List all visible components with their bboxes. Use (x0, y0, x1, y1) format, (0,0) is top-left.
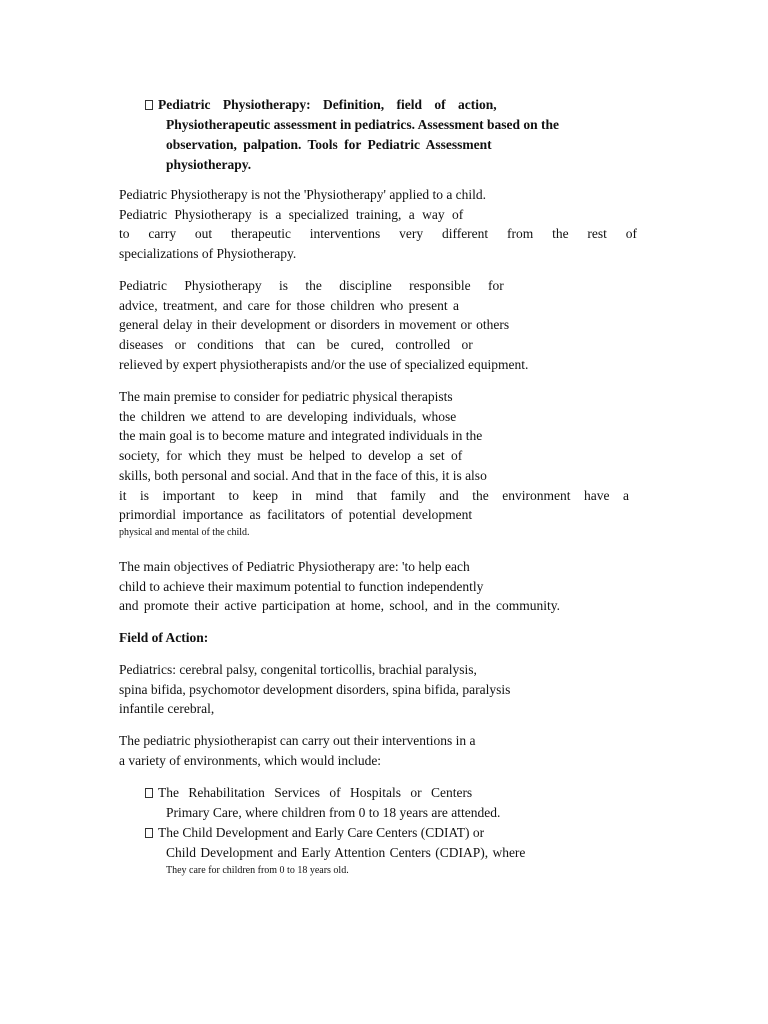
paragraph-premise (119, 387, 637, 541)
text-line: it is important to keep in mind that family and the environment have a (119, 487, 629, 503)
section-heading (145, 95, 625, 175)
heading-line: Physiotherapeutic assessment in pediatrics. Assessment based on the (166, 117, 560, 132)
text-line: The pediatric physiotherapist can carry out their interventions in a (119, 733, 476, 748)
text-line: infantile cerebral, (119, 701, 215, 717)
list-item-line: The Child Development and Early Care Centers (CDIAT) or (145, 823, 615, 843)
text-line: Pediatric Physiotherapy is a specialized training, a way of (119, 206, 464, 222)
text-line: spina bifida, psychomotor development disorders, spina bifida, paralysis (119, 681, 511, 697)
text-line: the main goal is to become mature and integrated individuals in the (119, 428, 483, 444)
list-item-line: They care for children from 0 to 18 years old. (166, 865, 349, 876)
text-line: and promote their active participation at home, school, and in the community. (119, 598, 561, 614)
text-line: Pediatric Physiotherapy is not the 'Physiotherapy' applied to a child. (119, 187, 487, 202)
text-line: Pediatrics: cerebral palsy, congenital torticollis, brachial paralysis, (119, 662, 477, 677)
text-line: skills, both personal and social. And that in the face of this, it is also (119, 467, 487, 483)
checkbox-bullet-icon (145, 788, 153, 798)
text-line: child to achieve their maximum potential to function independently (119, 578, 484, 594)
text-line: relieved by expert physiotherapists and/or the use of specialized equipment. (119, 356, 529, 372)
text-line: to carry out therapeutic interventions very different from the rest of (119, 226, 637, 242)
checkbox-bullet-icon (145, 828, 153, 838)
paragraph-intro (119, 185, 637, 264)
text-line: specializations of Physiotherapy. (119, 246, 297, 262)
text-line: Pediatric Physiotherapy is the discipline responsible for (119, 278, 504, 293)
environments-list (145, 783, 615, 878)
text-line: diseases or conditions that can be cured, controlled or (119, 337, 473, 353)
paragraph-objectives (119, 557, 637, 616)
checkbox-bullet-icon (145, 100, 153, 110)
paragraph-discipline (119, 276, 637, 375)
heading-line: observation, palpation. Tools for Pediatric Assessment (166, 137, 492, 152)
paragraph-interventions (119, 731, 637, 770)
text-line: general delay in their development or disorders in movement or others (119, 317, 510, 333)
list-item-line: Child Development and Early Attention Centers (CDIAP), where (166, 845, 526, 860)
subheading: Field of Action: (119, 630, 209, 645)
text-line: physical and mental of the child. (119, 526, 250, 538)
list-item-line: Primary Care, where children from 0 to 18 years are attended. (166, 805, 501, 820)
text-line: The main premise to consider for pediatric physical therapists (119, 389, 453, 404)
text-line: a variety of environments, which would include: (119, 752, 382, 768)
heading-line: physiotherapy. (166, 157, 252, 172)
text-line: society, for which they must be helped to develop a set of (119, 448, 463, 464)
paragraph-pediatrics (119, 660, 637, 719)
text-line: the children we attend to are developing individuals, whose (119, 408, 457, 424)
text-line: primordial importance as facilitators of potential development (119, 507, 473, 523)
text-line: advice, treatment, and care for those children who present a (119, 297, 459, 313)
heading-line: Pediatric Physiotherapy: Definition, field of action, (145, 95, 625, 115)
field-of-action-title (119, 628, 637, 648)
list-item (145, 783, 615, 823)
list-item-line: The Rehabilitation Services of Hospitals or Centers (145, 783, 615, 803)
list-item (145, 823, 615, 878)
text-line: The main objectives of Pediatric Physiotherapy are: 'to help each (119, 559, 470, 574)
